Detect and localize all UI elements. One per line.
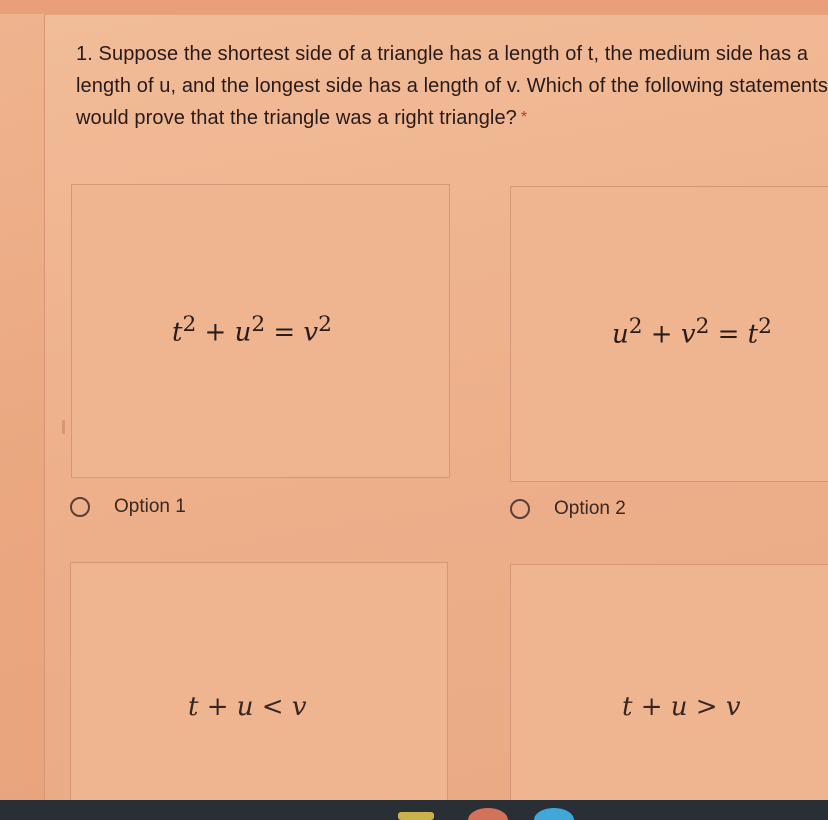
eq3-a: t bbox=[188, 692, 199, 722]
eq2-a: u bbox=[612, 319, 629, 350]
eq3-c: v bbox=[291, 692, 307, 722]
eq2-c-exp: 2 bbox=[758, 314, 772, 339]
eq3-relation: < bbox=[261, 692, 284, 722]
question-title: 1. Suppose the shortest side of a triangle has a length of t, the medium side has a length of u, and the longest side has a length of v. Which of the following statements would prove that the triangle was a right triangle? bbox=[76, 43, 828, 129]
eq2-b-exp: 2 bbox=[695, 314, 710, 339]
required-asterisk: * bbox=[520, 109, 528, 126]
eq4-c: v bbox=[725, 692, 741, 722]
eq2-c: t bbox=[747, 319, 759, 350]
eq2-relation: = bbox=[717, 319, 740, 350]
choice-4-image bbox=[510, 564, 828, 802]
eq2-a-exp: 2 bbox=[628, 314, 643, 339]
eq3-plus: + bbox=[206, 692, 229, 722]
eq4-plus: + bbox=[640, 692, 663, 722]
choice-3-image bbox=[70, 562, 448, 802]
option-2[interactable] bbox=[510, 498, 626, 520]
choice-1-equation bbox=[172, 312, 332, 348]
question-text bbox=[76, 38, 828, 134]
eq1-a-exp: 2 bbox=[182, 312, 197, 337]
option-1[interactable] bbox=[70, 496, 186, 518]
option-1-radio[interactable] bbox=[70, 497, 90, 517]
eq1-b-exp: 2 bbox=[251, 312, 266, 337]
eq3-b: u bbox=[236, 692, 254, 722]
edge-mark bbox=[62, 420, 65, 434]
eq4-relation: > bbox=[695, 692, 718, 722]
eq2-plus: + bbox=[650, 319, 673, 350]
eq4-b: u bbox=[670, 692, 688, 722]
eq1-plus: + bbox=[204, 317, 227, 348]
eq2-b: v bbox=[680, 319, 696, 350]
eq1-b: u bbox=[234, 317, 252, 348]
eq1-c-exp: 2 bbox=[318, 312, 332, 337]
taskbar-app-icon[interactable] bbox=[398, 812, 434, 820]
eq4-a: t bbox=[622, 692, 633, 722]
eq1-a: t bbox=[172, 317, 183, 348]
choice-2-equation bbox=[612, 314, 772, 350]
top-band bbox=[0, 0, 828, 14]
eq1-relation: = bbox=[273, 317, 296, 348]
choice-3-equation bbox=[188, 692, 307, 722]
choice-4-equation bbox=[622, 692, 741, 722]
option-2-radio[interactable] bbox=[510, 499, 530, 519]
option-2-label: Option 2 bbox=[554, 498, 626, 519]
eq1-c: v bbox=[303, 317, 319, 348]
option-1-label: Option 1 bbox=[114, 496, 186, 517]
